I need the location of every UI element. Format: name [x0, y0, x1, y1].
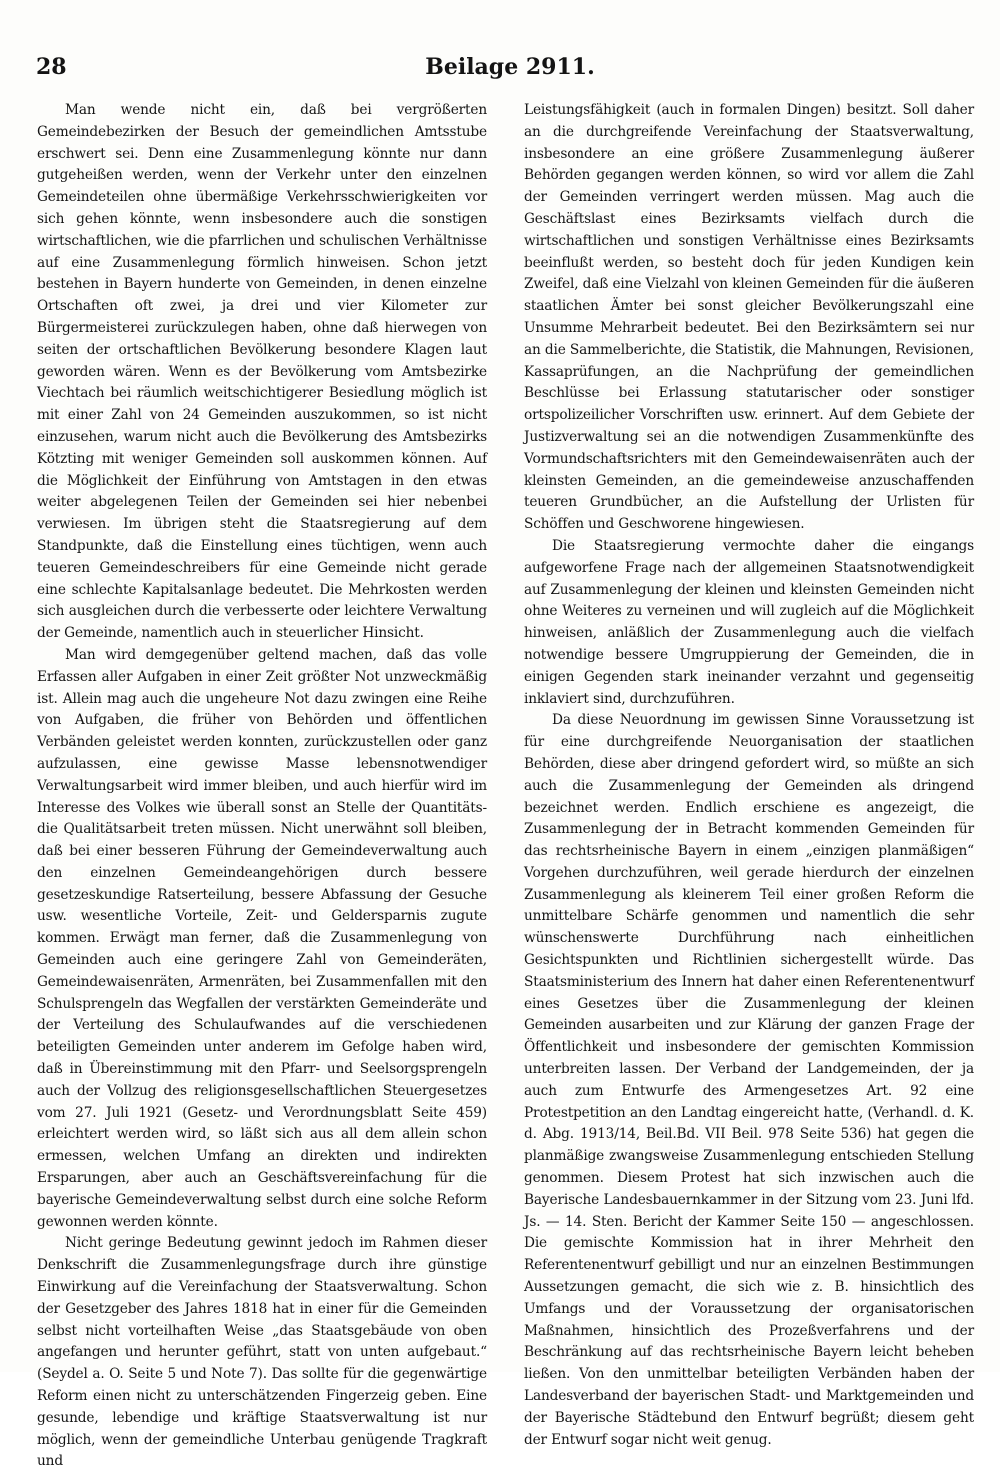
paragraph: Da diese Neuordnung im gewissen Sinne Voraussetzung ist für eine durchgreifende Neuorganisation der staatlichen Behörden, diese aber dringend gefordert wird, so müßte an sich auch die Zusammenlegung der Gemeinden als dringend bezeichnet werden. Endlich erschiene es angezeigt, die Zusammenlegung der in Betracht kommenden Gemeinden für das rechtsrheinische Bayern in einem „einzigen planmäßigen“ Vorgehen durchzuführen, weil gerade hierdurch der einzelnen Zusammenlegung als kleinerem Teil einer großen Reform die unmittelbare Schärfe genommen und namentlich die sehr wünschenswerte Durchführung nach einheitlichen Gesichtspunkten und Richtlinien sichergestellt würde. Das Staatsministerium des Innern hat daher einen Referentenentwurf eines Gesetzes über die Zusammenlegung der kleinen Gemeinden ausarbeiten und zur Klärung der ganzen Frage der Öffentlichkeit und insbesondere der gemischten Kommission unterbreiten lassen. Der Verband der Landgemeinden, der ja auch zum Entwurfe des Armengesetzes Art. 92 eine Protestpetition an den Landtag eingereicht hatte, (Verhandl. d. K. d. Abg. 1913/14, Beil.Bd. VII Beil. 978 Seite 536) hat gegen die planmäßige zwangsweise Zusammenlegung entschieden Stellung genommen. Diesem Protest hat sich inzwischen auch die Bayerische Landesbauernkammer in der Sitzung vom 23. Juni lfd. Js. — 14. Sten. Bericht der Kammer Seite 150 — angeschlossen. Die gemischte Kommission hat in ihrer Mehrheit den Referentenentwurf gebilligt und nur an einzelnen Bestimmungen Aussetzungen gemacht, die sich wie z. B. hinsichtlich des Umfangs und der Voraussetzung der organisatorischen Maßnahmen, hinsichtlich des Prozeßverfahrens und der Beschränkung auf das rechtsrheinische Bayern leicht beheben ließen. Von den unmittelbar beteiligten Verbänden haben der Landesverband der bayerischen Stadt- und Marktgemeinden und der Bayerische Städtebund den Entwurf begrüßt; diesem geht der Entwurf sogar nicht weit genug.: [524, 712, 974, 1448]
paragraph: Man wird demgegenüber geltend machen, daß das volle Erfassen aller Aufgaben in einer Zeit größter Not unzweckmäßig ist. Allein mag auch die ungeheure Not dazu zwingen eine Reihe von Aufgaben, die früher von Behörden und öffentlichen Verbänden geleistet werden konnten, zurückzustellen oder ganz aufzulassen, eine gewisse Masse lebensnotwendiger Verwaltungsarbeit wird immer bleiben, und auch hierfür wird im Interesse des Volkes wie überall sonst an Stelle der Quantitäts- die Qualitätsarbeit treten müssen. Nicht unerwähnt soll bleiben, daß bei einer besseren Führung der Gemeindeverwaltung auch den einzelnen Gemeindeangehörigen durch bessere gesetzeskundige Ratserteilung, bessere Abfassung der Gesuche usw. wesentliche Vorteile, Zeit- und Geldersparnis zugute kommen. Erwägt man ferner, daß die Zusammenlegung von Gemeinden auch eine geringere Zahl von Gemeinderäten, Gemeindewaisenräten, Armenräten, bei Zusammenfallen mit den Schulsprengeln das Wegfallen der verstärkten Gemeinderäte und der Verteilung des Schulaufwandes auf die verschiedenen beteiligten Gemeinden unter anderem im Gefolge haben wird, daß in Übereinstimmung mit den Pfarr- und Seelsorgsprengeln auch der Vollzug des religionsgesellschaftlichen Steuergesetzes vom 27. Juli 1921 (Gesetz- und Verordnungsblatt Seite 459) erleichtert werden wird, so läßt sich aus all dem allein schon ermessen, welchen Umfang an direkten und indirekten Ersparungen, aber auch an Geschäftsvereinfachung für die bayerische Gemeindeverwaltung selbst durch eine solche Reform gewonnen werden könnte.: [37, 646, 487, 1230]
page-title: Beilage 2911.: [425, 54, 595, 80]
page-header: [0, 50, 1000, 90]
paragraph: Die Staatsregierung vermochte daher die eingangs aufgeworfene Frage nach der allgemeinen Staatsnotwendigkeit auf Zusammenlegung der kleinen und kleinsten Gemeinden nicht ohne Weiteres zu verneinen und will zugleich auf die Möglichkeit hinweisen, anläßlich der Zusammenlegung auch die vielfach notwendige bessere Umgruppierung der Gemeinden, die in einigen Gegenden stark ineinander verzahnt und gegenseitig inklaviert sind, durchzuführen.: [524, 537, 974, 707]
paragraph: Leistungsfähigkeit (auch in formalen Dingen) besitzt. Soll daher an die durchgreifende Vereinfachung der Staatsverwaltung, insbesondere an eine größere Zusammenlegung äußerer Behörden gegangen werden können, so wird vor allem die Zahl der Gemeinden verringert werden müssen. Mag auch die Geschäftslast eines Bezirksamts vielfach durch die wirtschaftlichen und sonstigen Verhältnisse eines Bezirksamts beeinflußt werden, so besteht doch für jeden Kundigen kein Zweifel, daß eine Vielzahl von kleinen Gemeinden für die äußeren staatlichen Ämter bei sonst gleicher Bevölkerungszahl eine Unsumme Mehrarbeit bedeutet. Bei den Bezirksämtern sei nur an die Sammelberichte, die Statistik, die Mahnungen, Revisionen, Kassaprüfungen, an die Nachprüfung der gemeindlichen Beschlüsse bei Erlassung statutarischer oder sonstiger ortspolizeilicher Vorschriften usw. erinnert. Auf dem Gebiete der Justizverwaltung sei an die notwendigen Zusammenkünfte des Vormundschaftsrichters mit den Gemeindewaisenräten auch der kleinsten Gemeinden, an die gemeindeweise anzuschaffenden teueren Grundbücher, an die Aufstellung der Urlisten für Schöffen und Geschworene hingewiesen.: [524, 102, 974, 533]
paragraph: Man wende nicht ein, daß bei vergrößerten Gemeindebezirken der Besuch der gemeindlichen Amtsstube erschwert sei. Denn eine Zusammenlegung könnte nur dann gutgeheißen werden, wenn der Verkehr unter den einzelnen Gemeindeteilen ohne übermäßige Verkehrsschwierigkeiten vor sich gehen könnte, wenn insbesondere auch die sonstigen wirtschaftlichen, wie die pfarrlichen und schulischen Verhältnisse auf eine Zusammenlegung förmlich hinweisen. Schon jetzt bestehen in Bayern hunderte von Gemeinden, in denen einzelne Ortschaften oft zwei, ja drei und vier Kilometer zur Bürgermeisterei zurückzulegen haben, ohne daß hierwegen von seiten der ortschaftlichen Bevölkerung besondere Klagen laut geworden wären. Wenn es der Bevölkerung vom Amtsbezirke Viechtach bei räumlich weitschichtigerer Besiedlung möglich ist mit einer Zahl von 24 Gemeinden auszukommen, so ist nicht einzusehen, warum nicht auch die Bevölkerung des Amtsbezirks Kötzting mit weniger Gemeinden soll auskommen können. Auf die Möglichkeit der Einführung von Amtstagen in den etwas weiter abgelegenen Teilen der Gemeinden sei hier nebenbei verwiesen. Im übrigen steht die Staatsregierung auf dem Standpunkte, daß die Einstellung eines tüchtigen, wenn auch teueren Gemeindeschreibers für eine Gemeinde nicht gerade eine schlechte Kapitalsanlage bedeutet. Die Mehrkosten werden sich ausgleichen durch die verbesserte oder leichtere Verwaltung der Gemeinde, namentlich auch in steuerlicher Hinsicht.: [37, 102, 487, 642]
left-column: [37, 100, 487, 1473]
paragraph: Nicht geringe Bedeutung gewinnt jedoch im Rahmen dieser Denkschrift die Zusammenlegungsfrage durch ihre günstige Einwirkung auf die Vereinfachung der Staatsverwaltung. Schon der Gesetzgeber des Jahres 1818 hat in einer für die Gemeinden selbst nicht vorteilhaften Weise „das Staatsgebäude von oben angefangen und herunter geführt, statt von unten aufgebaut.“ (Seydel a. O. Seite 5 und Note 7). Das sollte für die gegenwärtige Reform einen nicht zu unterschätzenden Fingerzeig geben. Eine gesunde, lebendige und kräftige Staatsverwaltung ist nur möglich, wenn der gemeindliche Unterbau genügende Tragkraft und: [37, 1235, 487, 1470]
right-column: [524, 100, 974, 1451]
page-number: 28: [36, 54, 67, 80]
